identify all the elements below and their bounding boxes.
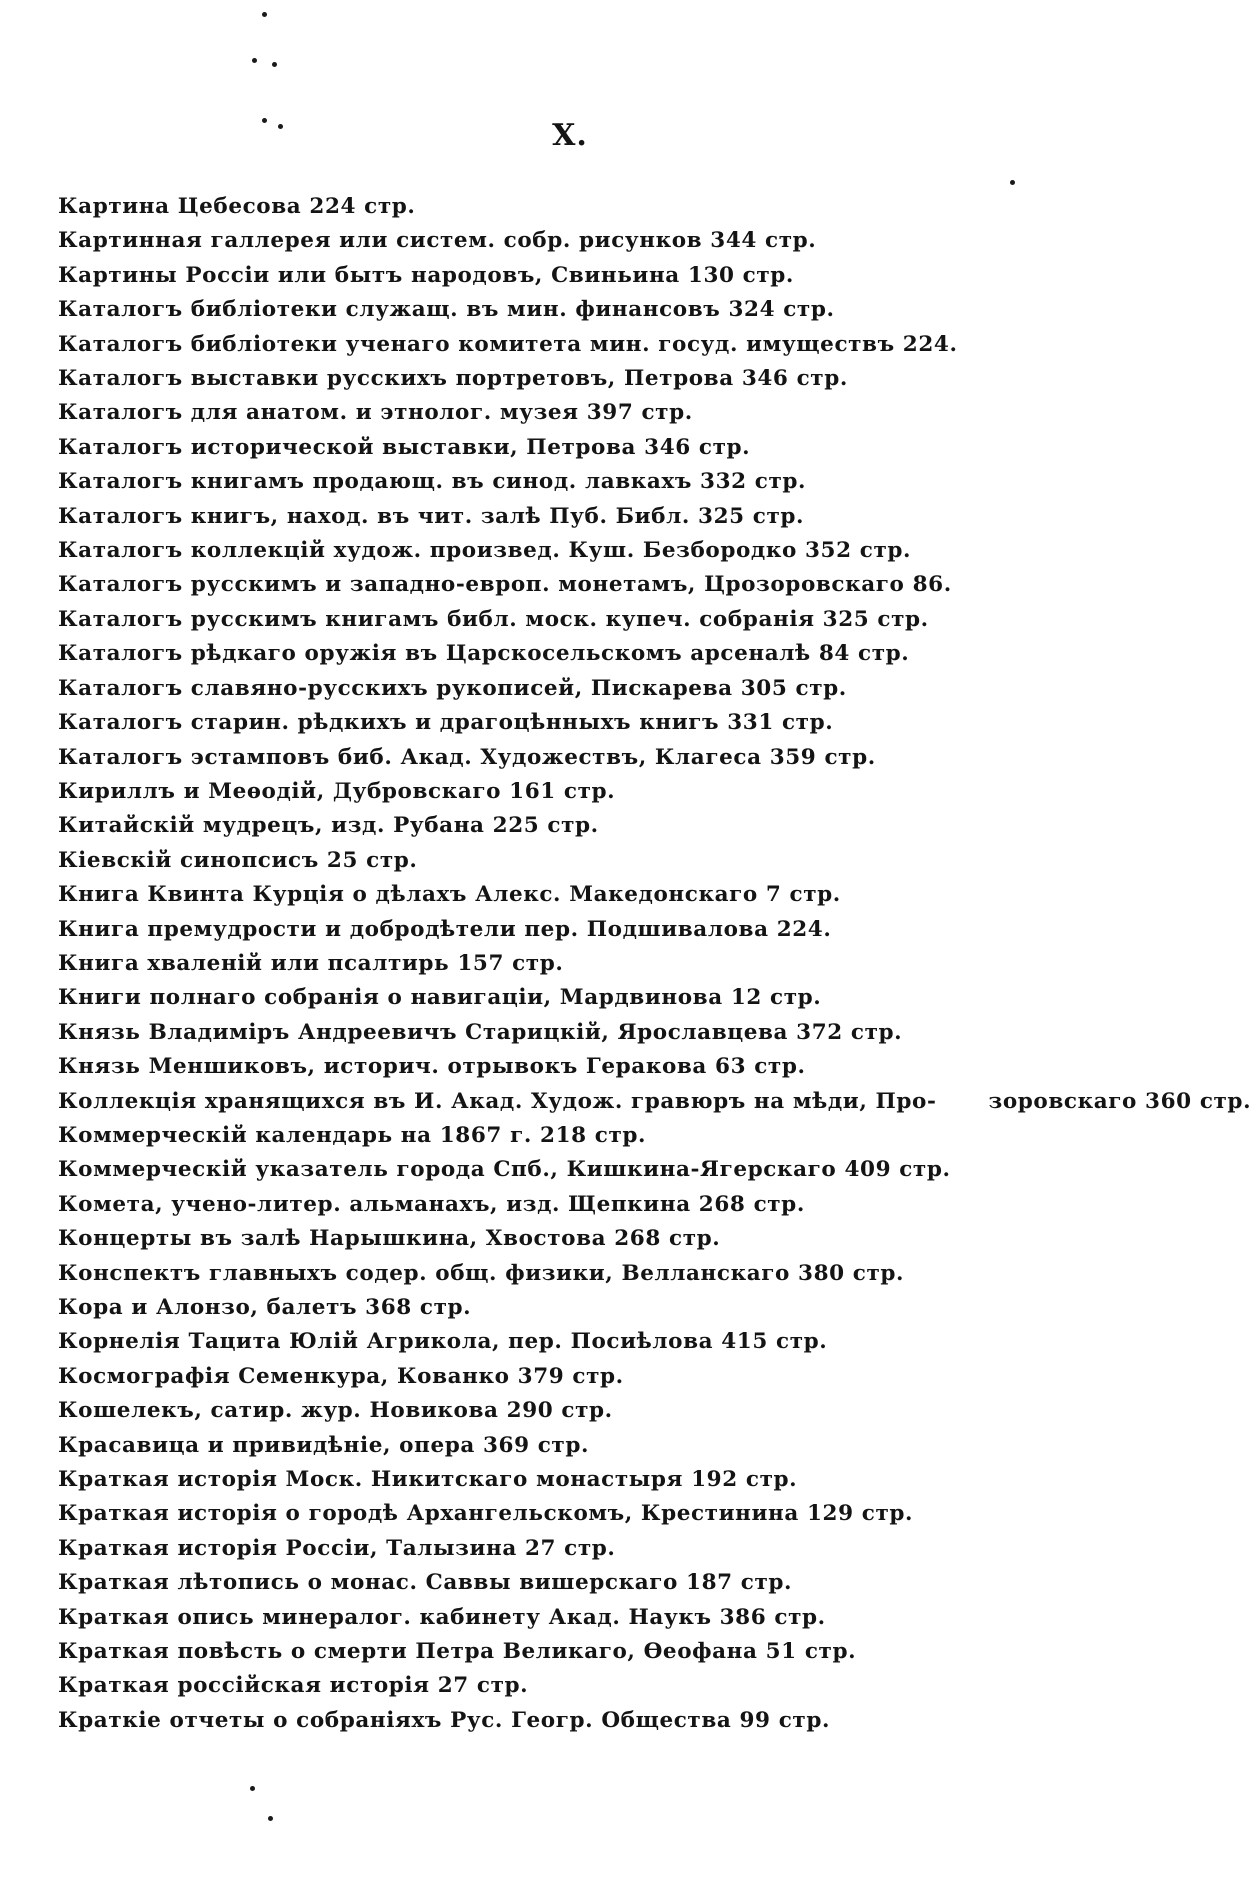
index-entry <box>58 706 1098 740</box>
entry-text: Кора и Алонзо, балетъ 368 стр. <box>58 1295 472 1320</box>
entry-text: Каталогъ эстамповъ биб. Акад. Художествъ, Клагеса 359 стр. <box>58 744 876 770</box>
index-entry <box>58 1257 1098 1291</box>
index-entry <box>58 1669 1098 1703</box>
entry-text: Коммерческій календарь на 1867 г. 218 стр. <box>58 1122 647 1148</box>
index-entries <box>58 190 1251 1738</box>
index-entry <box>58 224 1098 258</box>
ink-speck <box>250 1786 255 1791</box>
entry-text: Книга хваленій или псалтирь 157 стр. <box>58 950 564 976</box>
index-entry <box>58 1497 1098 1531</box>
index-entry <box>58 1188 1098 1222</box>
entry-text: Каталогъ выставки русскихъ портретовъ, Петрова 346 стр. <box>58 366 848 392</box>
index-entry <box>58 328 1098 362</box>
index-entry <box>58 534 1098 568</box>
entry-text: Книга премудрости и добродѣтели пер. Подшивалова 224. <box>58 916 832 942</box>
index-entry <box>58 1704 1098 1738</box>
index-entry <box>58 1050 1098 1084</box>
entry-text: Книга Квинта Курція о дѣлахъ Алекс. Македонскаго 7 стр. <box>58 882 841 908</box>
index-entry <box>58 1463 1098 1497</box>
entry-text: Красавица и привидѣніе, опера 369 стр. <box>58 1432 590 1458</box>
index-entry <box>58 1429 1098 1463</box>
index-entry <box>58 293 1098 327</box>
index-entry <box>58 1222 1098 1256</box>
index-entry <box>58 1601 1098 1635</box>
entry-text: Каталогъ исторической выставки, Петрова 346 стр. <box>58 434 751 460</box>
index-entry <box>58 1635 1098 1669</box>
index-entry <box>58 1325 1098 1359</box>
entry-text: Краткая исторія о городѣ Архангельскомъ, Крестинина 129 стр. <box>58 1501 914 1527</box>
index-entry <box>58 1119 1098 1153</box>
entry-text: Китайскій мудрецъ, изд. Рубана 225 стр. <box>58 813 599 839</box>
entry-text: Каталогъ русскимъ и западно-европ. монетамъ, Црозоровскаго 86. <box>58 572 952 598</box>
entry-text: Краткая повѣсть о смерти Петра Великаго, Ѳеофана 51 стр. <box>58 1639 857 1665</box>
entry-text: Каталогъ библіотеки ученаго комитета мин. госуд. имуществъ 224. <box>58 331 958 357</box>
entry-text: Конспектъ главныхъ содер. общ. физики, Велланскаго 380 стр. <box>58 1260 905 1286</box>
entry-text: Кіевскій синопсисъ 25 стр. <box>58 847 418 873</box>
index-entry <box>58 809 1098 843</box>
index-entry <box>58 1566 1098 1600</box>
entry-text: Каталогъ русскимъ книгамъ библ. моск. купеч. собранія 325 стр. <box>58 606 929 632</box>
entry-text: Картины Россіи или бытъ народовъ, Свиньина 130 стр. <box>58 262 795 288</box>
index-entry <box>58 1153 1098 1187</box>
index-entry <box>58 396 1098 430</box>
index-entry <box>58 259 1098 293</box>
entry-text: Каталогъ книгамъ продающ. въ синод. лавкахъ 332 стр. <box>58 469 807 495</box>
index-entry <box>58 1394 1098 1428</box>
entry-text: Каталогъ библіотеки служащ. въ мин. финансовъ 324 стр. <box>58 297 835 323</box>
entry-text: Картина Цебесова 224 стр. <box>58 194 416 219</box>
entry-text: Кириллъ и Меѳодій, Дубровскаго 161 стр. <box>58 778 616 804</box>
entry-text: Каталогъ славяно-русскихъ рукописей, Пискарева 305 стр. <box>58 675 847 701</box>
entry-text: Князь Владимiръ Андреевичъ Старицкій, Ярославцева 372 стр. <box>58 1019 903 1045</box>
index-entry <box>58 500 1098 534</box>
entry-text: Комета, учено-литер. альманахъ, изд. Щепкина 268 стр. <box>58 1191 805 1217</box>
index-entry <box>58 1085 1251 1119</box>
entry-text: Краткая опись минералог. кабинету Акад. Наукъ 386 стр. <box>58 1604 826 1630</box>
entry-continuation: зоровскаго 360 стр. <box>988 1088 1251 1114</box>
index-entry <box>58 1291 1098 1325</box>
index-entry <box>58 672 1098 706</box>
index-entry <box>58 465 1098 499</box>
index-entry <box>58 637 1098 671</box>
index-entry <box>58 568 1098 602</box>
entry-text: Коллекція хранящихся въ И. Акад. Худож. гравюръ на мѣди, Про- <box>58 1088 937 1114</box>
ink-speck <box>262 12 267 17</box>
entry-text: Каталогъ рѣдкаго оружія въ Царскосельскомъ арсеналѣ 84 стр. <box>58 641 910 667</box>
ink-speck <box>252 58 257 63</box>
index-entry <box>58 741 1098 775</box>
entry-text: Кошелекъ, сатир. жур. Новикова 290 стр. <box>58 1398 613 1424</box>
ink-speck <box>272 62 277 67</box>
index-entry <box>58 775 1098 809</box>
entry-text: Космографія Семенкура, Кованко 379 стр. <box>58 1363 624 1389</box>
entry-text: Картинная галлерея или систем. собр. рисунков 344 стр. <box>58 228 817 254</box>
entry-text: Каталогъ коллекцій худож. произвед. Куш. Безбородко 352 стр. <box>58 538 912 564</box>
entry-text: Книги полнаго собранія о навигаціи, Мардвинова 12 стр. <box>58 985 822 1011</box>
index-entry <box>58 190 1098 224</box>
index-entry <box>58 947 1098 981</box>
ink-speck <box>268 1816 273 1821</box>
index-entry <box>58 603 1098 637</box>
entry-text: Краткая исторія Моск. Никитскаго монастыря 192 стр. <box>58 1467 798 1493</box>
ink-speck <box>1010 180 1015 185</box>
entry-text: Корнелія Тацита Юлій Агрикола, пер. Посиѣлова 415 стр. <box>58 1329 828 1355</box>
index-entry <box>58 913 1098 947</box>
index-entry <box>58 431 1098 465</box>
index-entry <box>58 878 1098 912</box>
entry-text: Краткая лѣтопись о монас. Саввы вишерскаго 187 стр. <box>58 1570 793 1596</box>
entry-text: Каталогъ книгъ, наход. въ чит. залѣ Пуб. Библ. 325 стр. <box>58 503 805 529</box>
entry-text: Каталогъ старин. рѣдкихъ и драгоцѣнныхъ книгъ 331 стр. <box>58 710 834 736</box>
entry-text: Концерты въ залѣ Нарышкина, Хвостова 268 стр. <box>58 1226 721 1252</box>
index-entry <box>58 1016 1098 1050</box>
entry-text: Краткая россійская исторія 27 стр. <box>58 1673 529 1699</box>
entry-text: Князь Меншиковъ, историч. отрывокъ Геракова 63 стр. <box>58 1054 806 1080</box>
entry-text: Коммерческій указатель города Спб., Кишкина-Ягерскаго 409 стр. <box>58 1157 951 1183</box>
index-entry <box>58 1532 1098 1566</box>
index-entry <box>58 362 1098 396</box>
index-entry <box>58 1360 1098 1394</box>
index-entry <box>58 981 1098 1015</box>
entry-text: Каталогъ для анатом. и этнолог. музея 397 стр. <box>58 400 693 426</box>
entry-text: Краткіе отчеты о собраніяхъ Рус. Геогр. Общества 99 стр. <box>58 1707 831 1733</box>
index-entry <box>58 844 1098 878</box>
page-number: X. <box>552 118 588 153</box>
entry-text: Краткая исторія Россіи, Талызина 27 стр. <box>58 1535 616 1561</box>
